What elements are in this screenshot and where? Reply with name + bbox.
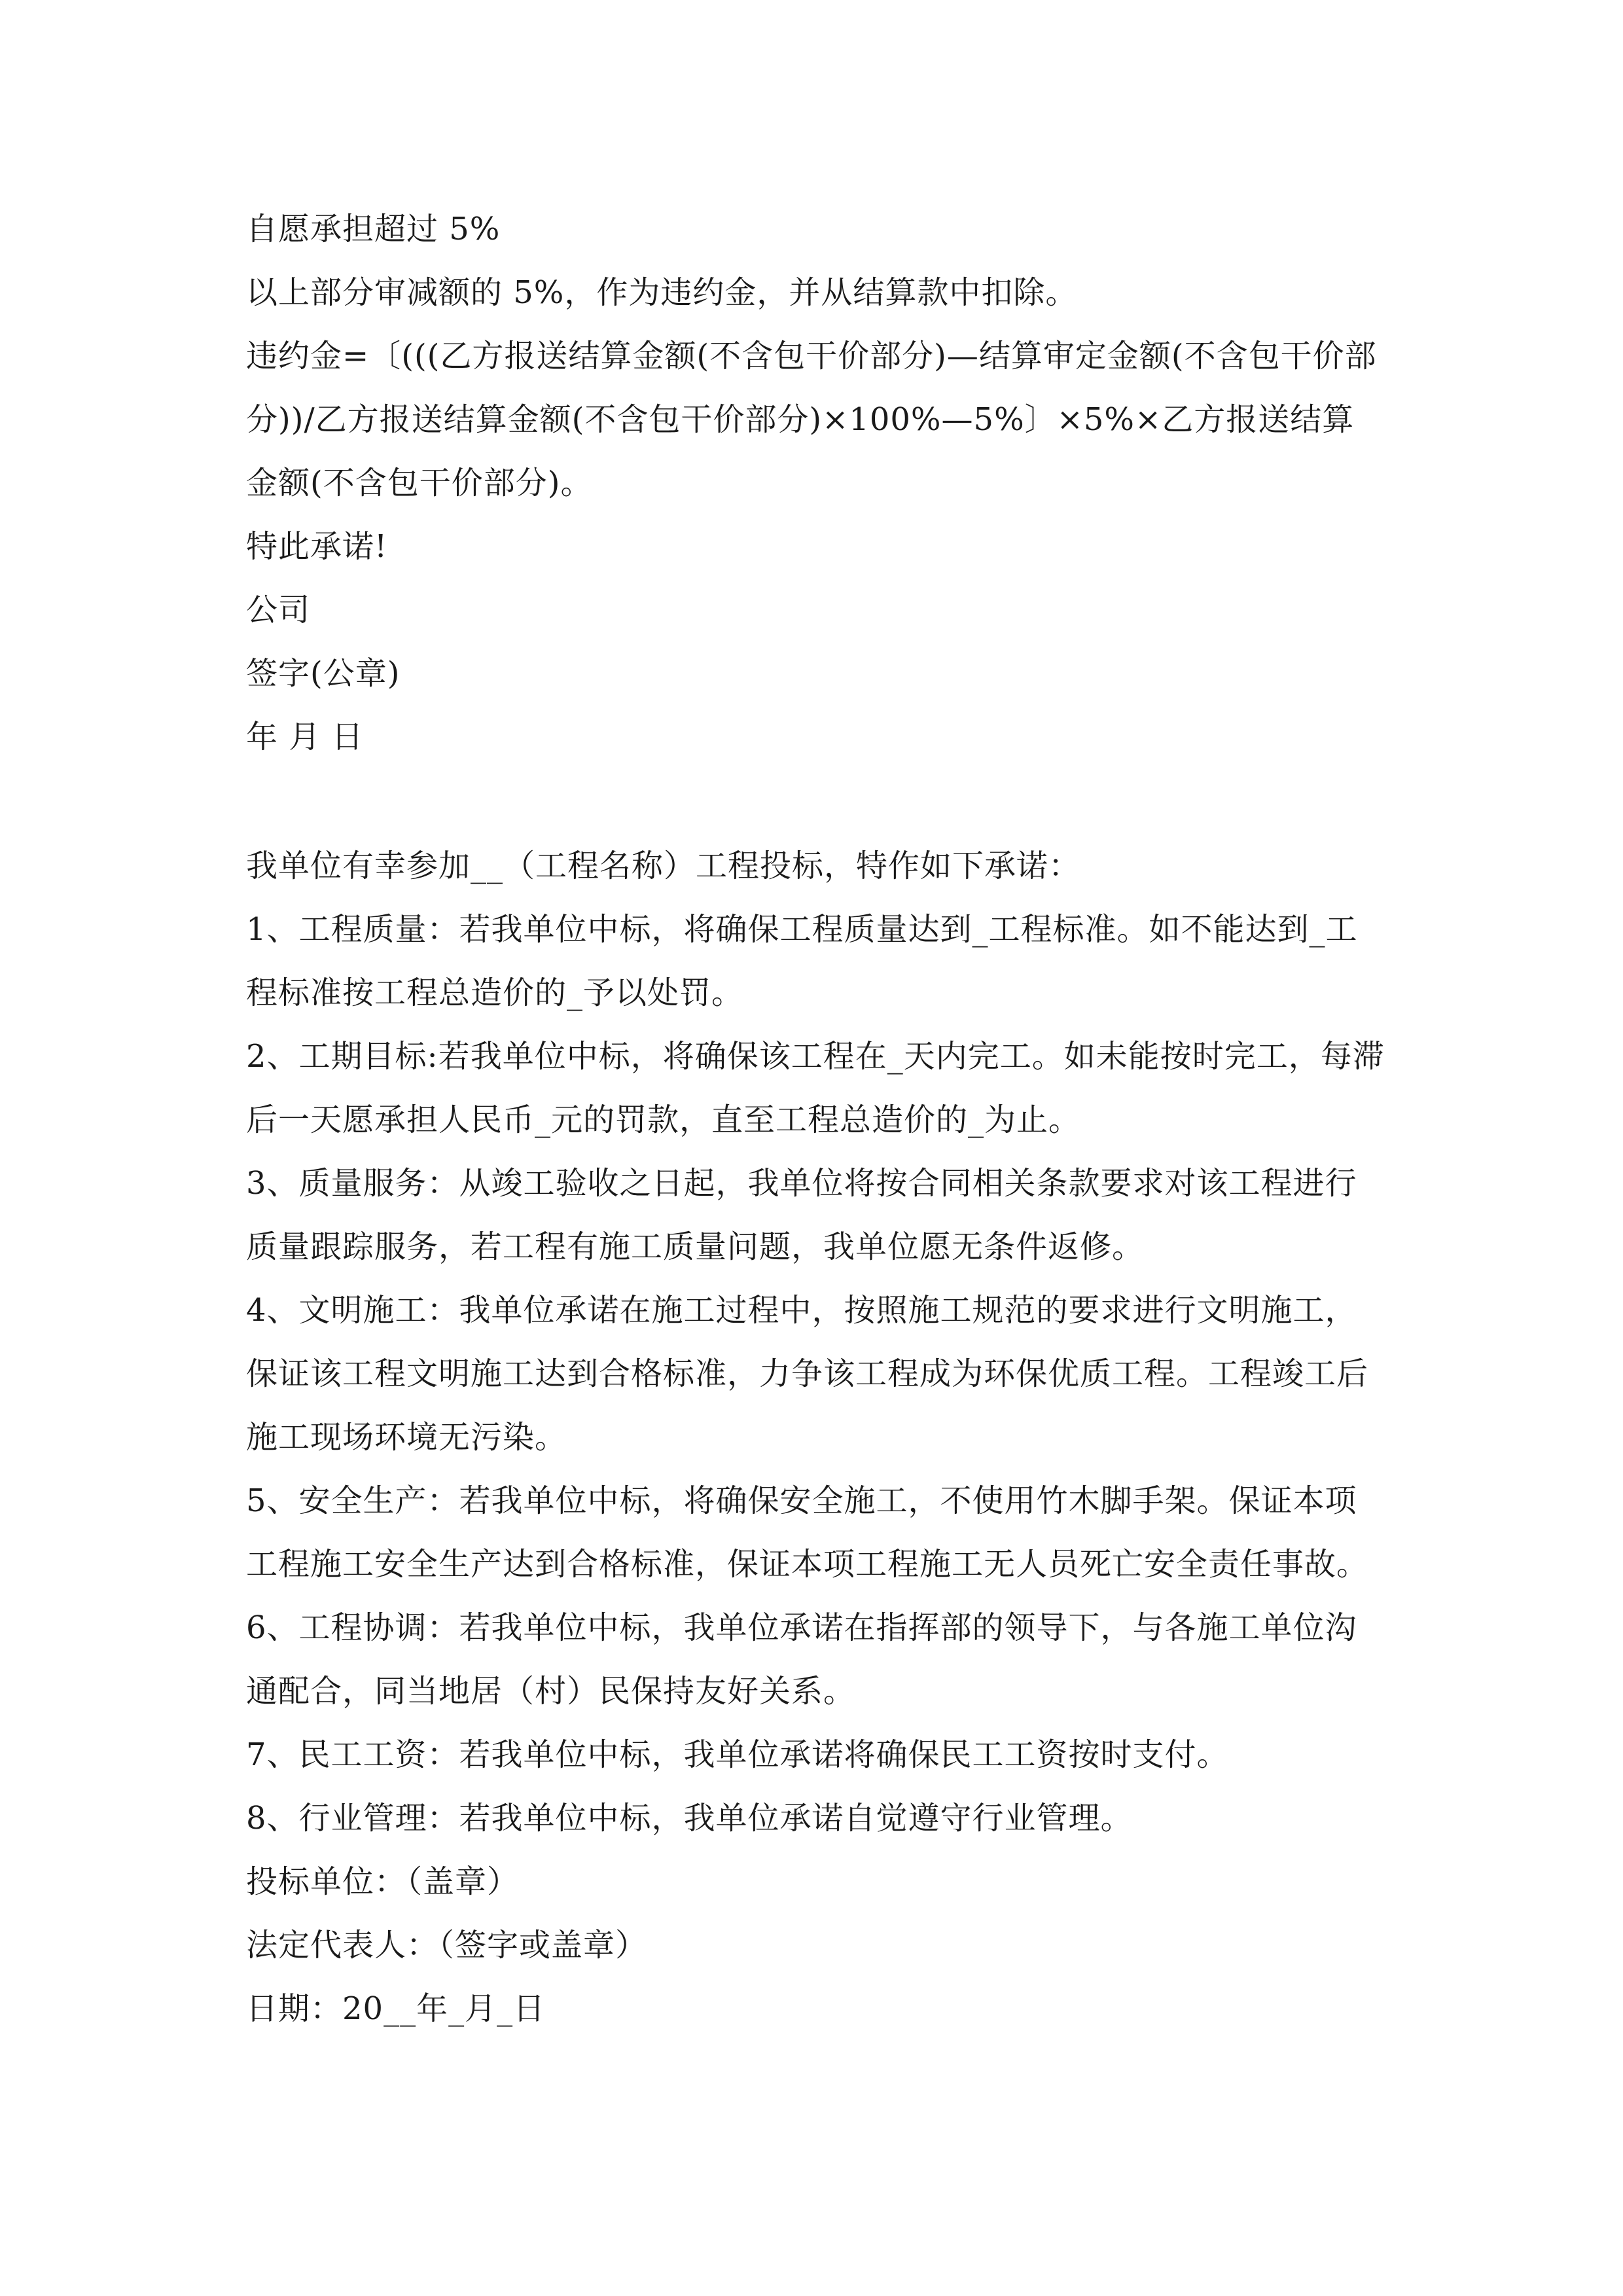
commitment-section <box>246 834 1385 2041</box>
closing-statement: 特此承诺! <box>246 528 388 565</box>
commitment-intro: 我单位有幸参加__（工程名称）工程投标，特作如下承诺： <box>246 848 1081 884</box>
commitment-item-8: 8、行业管理：若我单位中标，我单位承诺自觉遵守行业管理。 <box>246 1800 1133 1837</box>
signature-label: 签字(公章) <box>246 655 401 692</box>
commitment-item-1: 1、工程质量：若我单位中标，将确保工程质量达到_工程标准。如不能达到_工程标准按工程总造价的_予以处罚。 <box>246 911 1358 1011</box>
legal-representative-label: 法定代表人：（签字或盖章） <box>246 1927 648 1964</box>
date-label: 年 月 日 <box>246 719 364 755</box>
commitment-item-5: 5、安全生产：若我单位中标，将确保安全施工，不使用竹木脚手架。保证本项工程施工安全生产达到合格标准，保证本项工程施工无人员死亡安全责任事故。 <box>246 1482 1369 1583</box>
bidder-label: 投标单位：（盖章） <box>246 1863 520 1900</box>
commitment-date-label: 日期：20__年_月_日 <box>246 1990 546 2027</box>
commitment-item-6: 6、工程协调：若我单位中标，我单位承诺在指挥部的领导下，与各施工单位沟通配合，同当地居（村）民保持友好关系。 <box>246 1609 1357 1710</box>
commitment-item-7: 7、民工工资：若我单位中标，我单位承诺将确保民工工资按时支付。 <box>246 1736 1229 1773</box>
commitment-item-2: 2、工期目标:若我单位中标，将确保该工程在_天内完工。如未能按时完工，每滞后一天愿承担人民币_元的罚款，直至工程总造价的_为止。 <box>246 1038 1385 1138</box>
penalty-section <box>246 198 1385 769</box>
company-label: 公司 <box>246 592 311 628</box>
penalty-line-1: 自愿承担超过 5% <box>246 211 501 247</box>
penalty-line-2: 以上部分审减额的 5%，作为违约金，并从结算款中扣除。 <box>246 274 1078 311</box>
penalty-formula: 违约金=〔(((乙方报送结算金额(不含包干价部分)—结算审定金额(不含包干价部分))/乙方报送结算金额(不含包干价部分)×100%—5%〕×5%×乙方报送结算金额(不含包干价部分)。 <box>246 338 1377 501</box>
commitment-item-3: 3、质量服务：从竣工验收之日起，我单位将按合同相关条款要求对该工程进行质量跟踪服务，若工程有施工质量问题，我单位愿无条件返修。 <box>246 1165 1357 1265</box>
commitment-item-4: 4、文明施工：我单位承诺在施工过程中，按照施工规范的要求进行文明施工，保证该工程文明施工达到合格标准，力争该工程成为环保优质工程。工程竣工后施工现场环境无污染。 <box>246 1292 1369 1456</box>
